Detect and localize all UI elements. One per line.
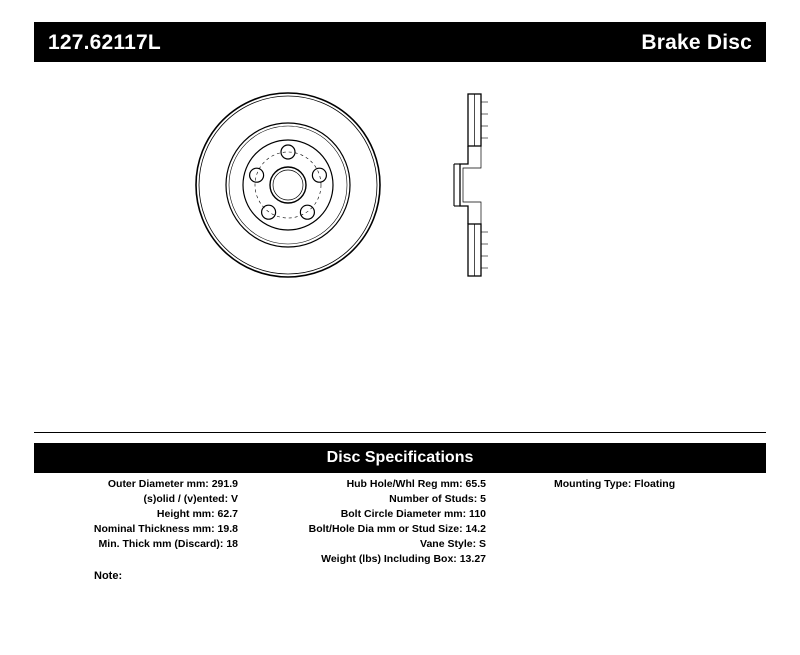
brake-disc-drawing-svg bbox=[150, 80, 570, 290]
divider bbox=[34, 432, 766, 433]
brake-disc-face-view bbox=[196, 93, 380, 277]
page-title: Brake Disc bbox=[641, 30, 752, 54]
brake-disc-side-view bbox=[454, 94, 488, 276]
spec-item: Outer Diameter mm: 291.9 bbox=[107, 478, 238, 490]
specs-column-right bbox=[554, 477, 766, 492]
part-number: 127.62117L bbox=[48, 30, 161, 54]
spec-item: Hub Hole/Whl Reg mm: 65.5 bbox=[346, 478, 486, 490]
specs-column-middle bbox=[248, 477, 486, 567]
specs-title-bar bbox=[34, 443, 766, 473]
note-label: Note: bbox=[94, 570, 123, 582]
spec-item: Height mm: 62.7 bbox=[156, 508, 238, 520]
spec-item: Min. Thick mm (Discard): 18 bbox=[98, 538, 238, 550]
spec-item: Nominal Thickness mm: 19.8 bbox=[93, 523, 238, 535]
header-bar bbox=[34, 22, 766, 62]
spec-item: (s)olid / (v)ented: V bbox=[143, 493, 238, 505]
note bbox=[94, 570, 122, 582]
spec-item: Bolt Circle Diameter mm: 110 bbox=[340, 508, 486, 520]
specs-title: Disc Specifications bbox=[326, 449, 474, 466]
specs-column-left bbox=[34, 477, 238, 552]
spec-item: Weight (lbs) Including Box: 13.27 bbox=[321, 553, 486, 565]
spec-item: Bolt/Hole Dia mm or Stud Size: 14.2 bbox=[308, 523, 486, 535]
spec-item: Mounting Type: Floating bbox=[554, 478, 676, 490]
spec-item: Vane Style: S bbox=[420, 538, 486, 550]
spec-item: Number of Studs: 5 bbox=[389, 493, 486, 505]
technical-drawing bbox=[150, 80, 570, 290]
